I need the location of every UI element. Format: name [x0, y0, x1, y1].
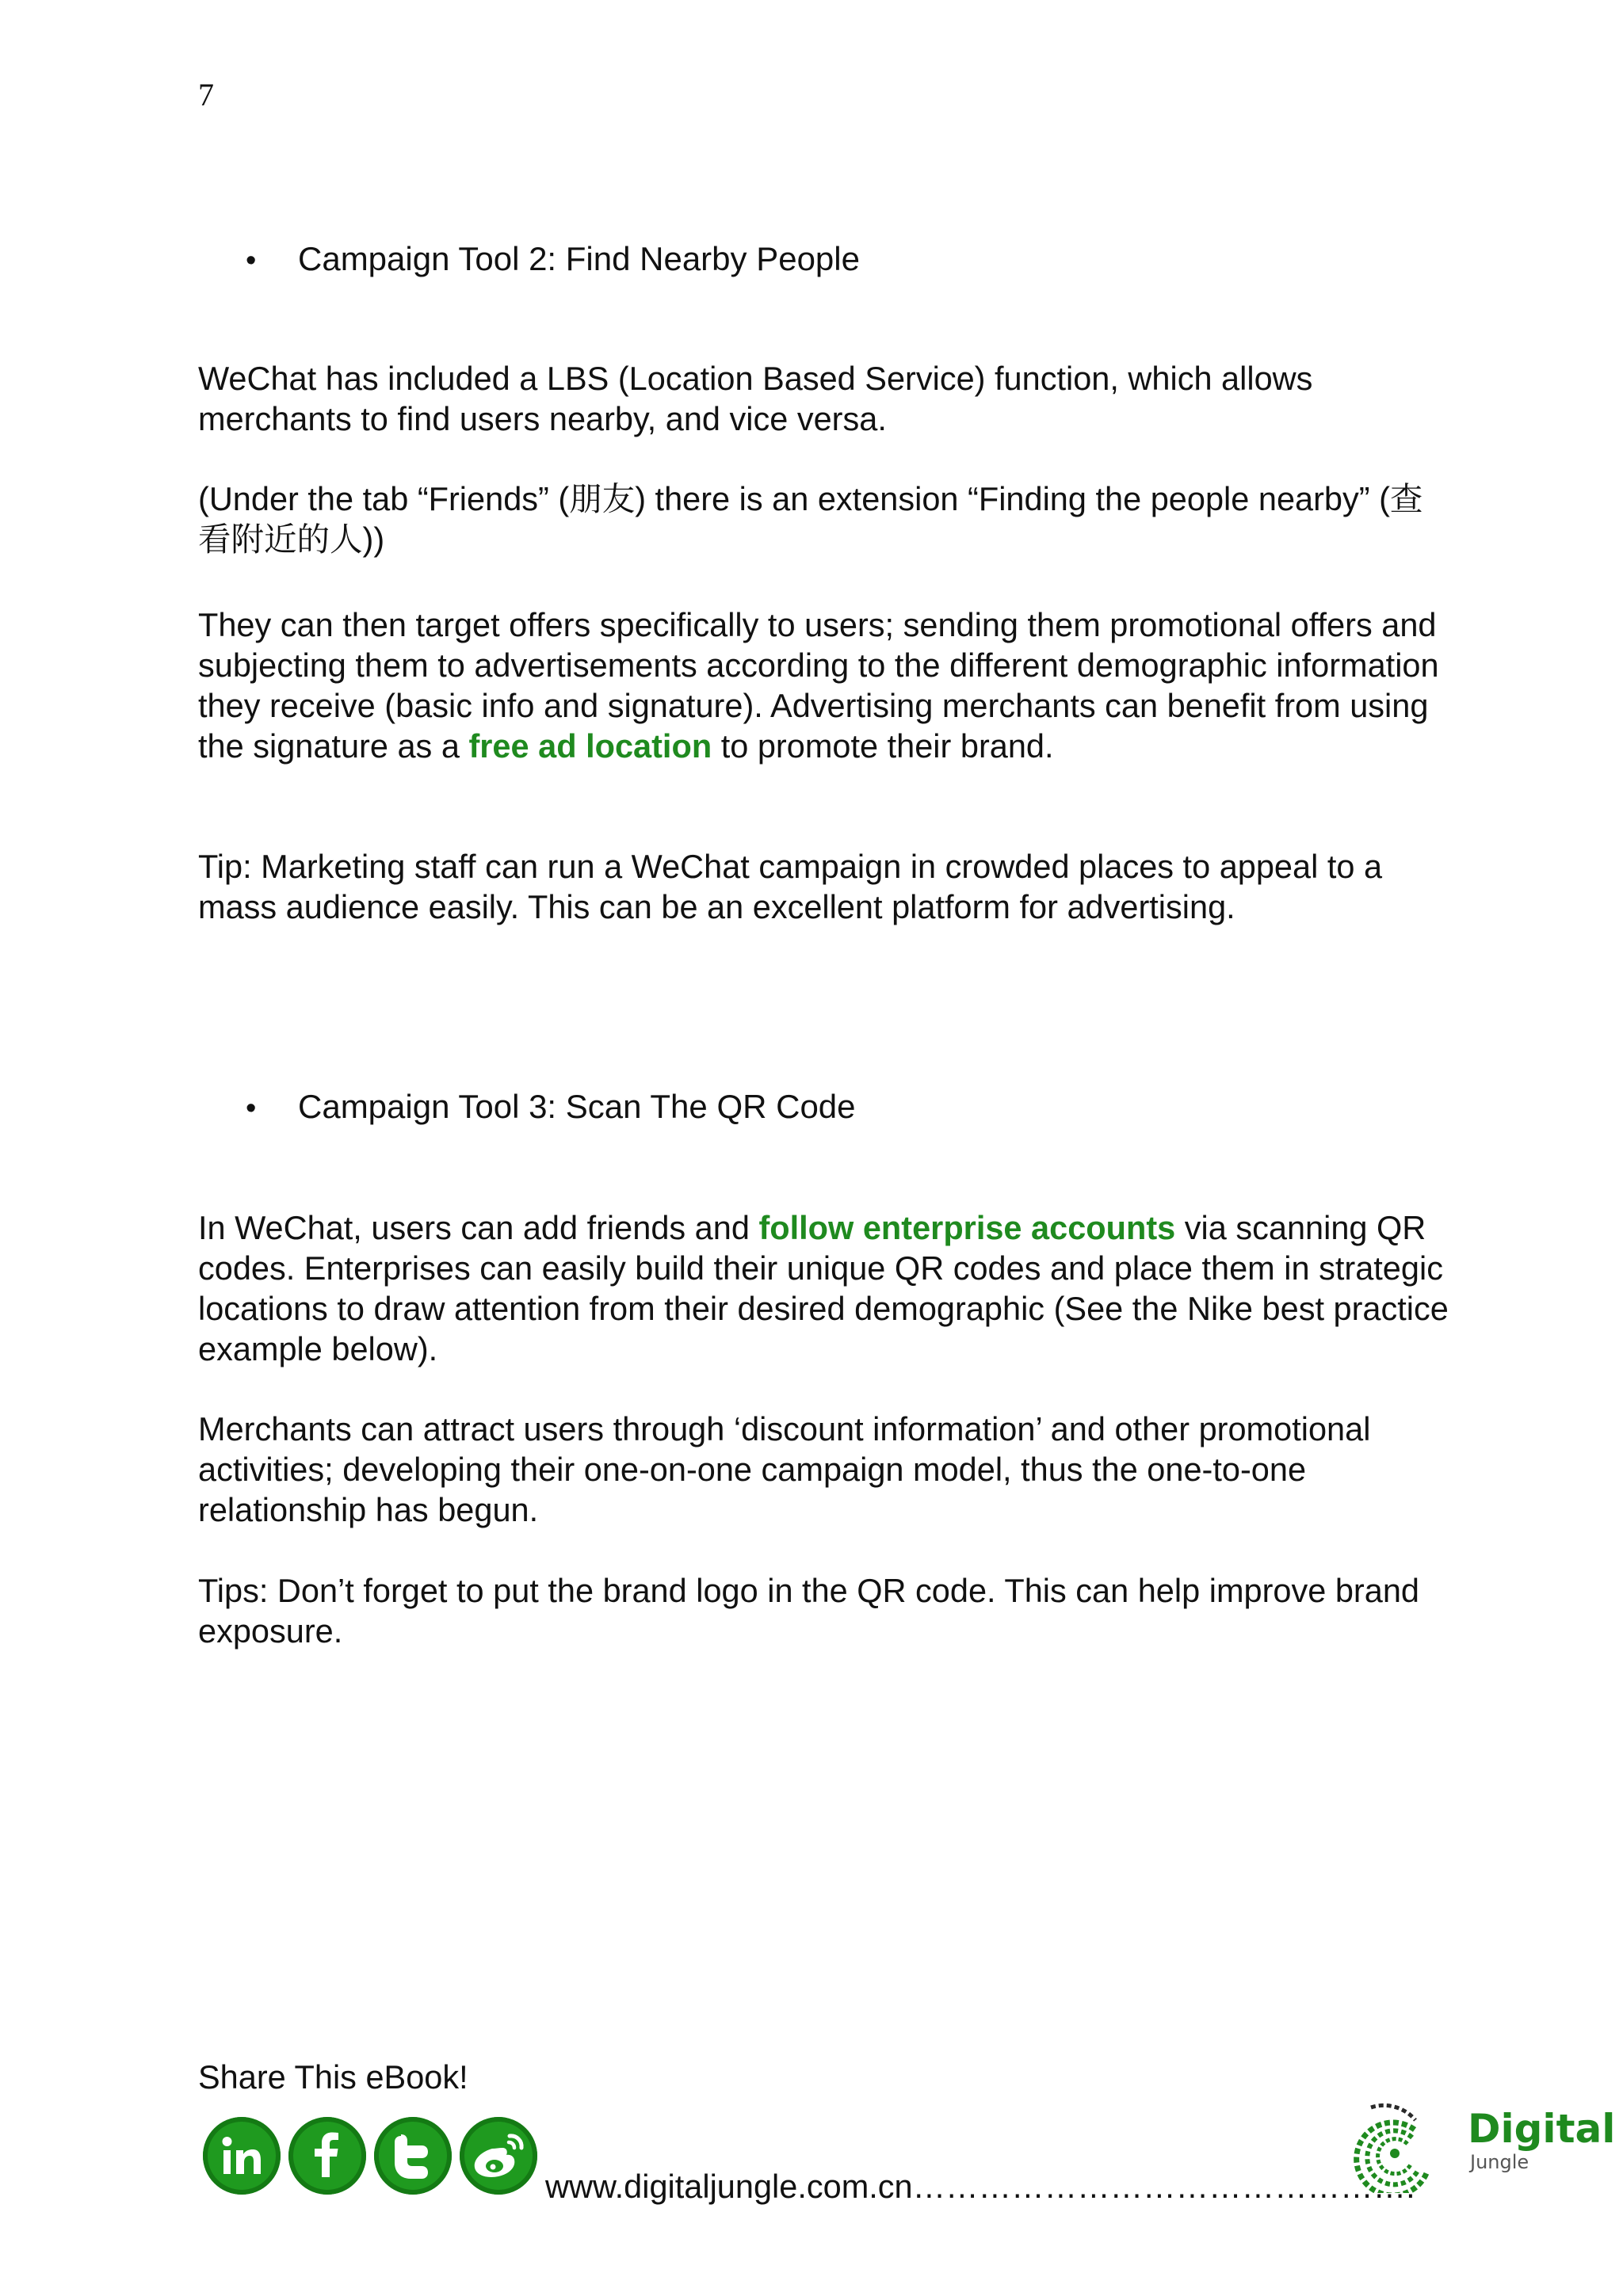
section-heading-text: Campaign Tool 2: Find Nearby People: [298, 240, 860, 277]
paragraph-qr-intro: [198, 1207, 1450, 1369]
paragraph-friends-tab: (Under the tab “Friends” (朋友) there is an extension “Finding the people nearby” (查看附近的人)): [198, 480, 1423, 558]
footer-url-trail: ……………………………………….: [912, 2168, 1415, 2205]
facebook-icon[interactable]: [288, 2117, 366, 2195]
logo-subtitle: Jungle: [1470, 2151, 1529, 2173]
bullet-icon: •: [246, 244, 257, 277]
paragraph-tip-marketing: Tip: Marketing staff can run a WeChat campaign in crowded places to appeal to a mass audience easily. This can be an excellent platform for advertising.: [198, 848, 1383, 925]
paragraph-target-offers: [198, 605, 1450, 766]
share-ebook-label: Share This eBook!: [198, 2058, 468, 2096]
footer-url-link[interactable]: www.digitaljungle.com.cn: [545, 2168, 913, 2205]
logo-wordmark: Digital: [1468, 2106, 1616, 2152]
paragraph-text: They can then target offers specifically to users; sending them promotional offers and subjecting them to advertisements according to the different demographic information they receive (basic info and signature). Advertising merchants can benefit from using the signature as a: [198, 606, 1439, 765]
paragraph-tips-brand-logo: Tips: Don’t forget to put the brand logo in the QR code. This can help improve brand exposure.: [198, 1572, 1419, 1650]
section-heading-scan-qr-code: [246, 1087, 856, 1127]
bullet-icon: •: [246, 1092, 257, 1125]
highlight-follow-enterprise-accounts: follow enterprise accounts: [758, 1209, 1176, 1246]
linkedin-icon[interactable]: [203, 2117, 281, 2195]
paragraph-text: to promote their brand.: [712, 727, 1054, 765]
paragraph-discount-information: Merchants can attract users through ‘discount information’ and other promotional activities; developing their one-on-one campaign model, thus the one-to-one relationship has begun.: [198, 1410, 1371, 1528]
highlight-free-ad-location: free ad location: [468, 727, 712, 765]
social-share-row: [203, 2117, 537, 2195]
section-heading-text: Campaign Tool 3: Scan The QR Code: [298, 1088, 856, 1125]
paragraph-text: In WeChat, users can add friends and: [198, 1209, 759, 1246]
footer-url[interactable]: [545, 2167, 1415, 2206]
twitter-icon[interactable]: [374, 2117, 452, 2195]
weibo-icon[interactable]: [460, 2117, 537, 2195]
page-number: 7: [198, 77, 214, 113]
paragraph-text: via scanning QR codes. Enterprises can easily build their unique QR codes and place them in strategic locations to draw attention from their desired demographic (See the Nike best practice example below).: [198, 1209, 1449, 1367]
section-heading-find-nearby-people: [246, 239, 860, 280]
paragraph-lbs-intro: WeChat has included a LBS (Location Based Service) function, which allows merchants to find users nearby, and vice versa.: [198, 360, 1313, 437]
